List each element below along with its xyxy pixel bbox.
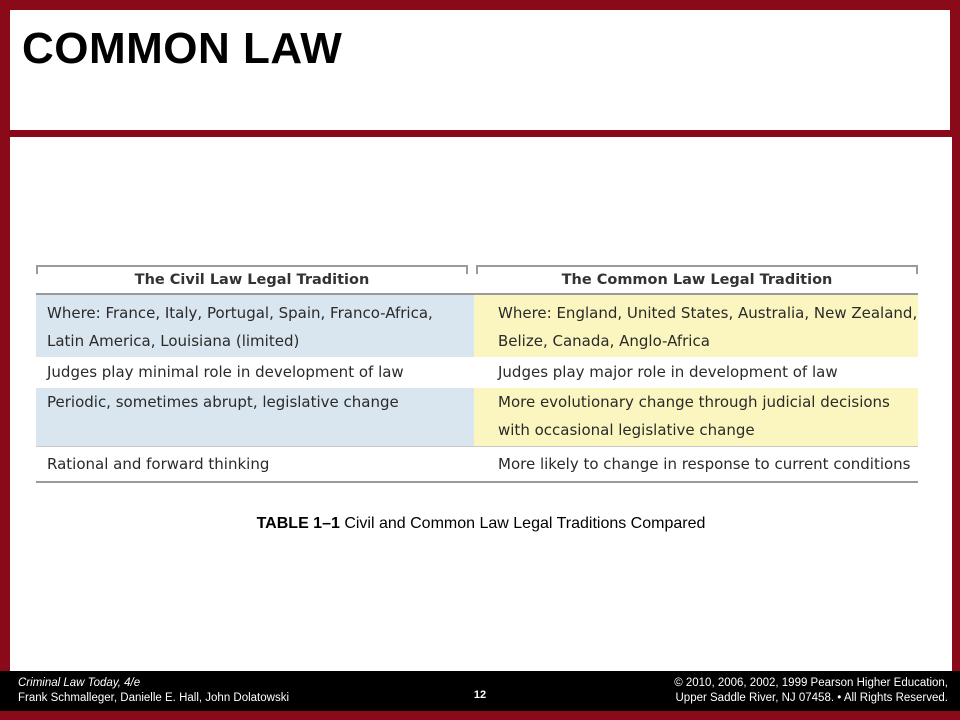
copyright-line-1: © 2010, 2006, 2002, 1999 Pearson Higher Education,	[674, 677, 948, 689]
cell-line: Where: England, United States, Australia, New Zealand,	[498, 304, 918, 322]
cell-line: Rational and forward thinking	[47, 455, 270, 473]
common-law-cell	[474, 447, 918, 481]
civil-law-cell	[36, 295, 474, 357]
page-number: 12	[473, 689, 487, 701]
common-law-cell	[474, 295, 918, 357]
table-header-row	[36, 265, 918, 293]
comparison-table	[36, 265, 918, 483]
bottom-border	[0, 711, 960, 720]
table-row	[36, 447, 918, 481]
caption-label: TABLE 1–1	[256, 515, 340, 532]
cell-line: Judges play major role in development of law	[498, 363, 838, 381]
book-title: Criminal Law Today, 4/e	[18, 677, 141, 689]
title-panel	[10, 10, 950, 130]
table-row	[36, 357, 918, 388]
common-law-cell	[474, 388, 918, 446]
copyright-line-2: Upper Saddle River, NJ 07458. • All Rights Reserved.	[675, 692, 948, 704]
cell-line: Periodic, sometimes abrupt, legislative change	[47, 393, 399, 411]
book-authors: Frank Schmalleger, Danielle E. Hall, John Dolatowski	[18, 692, 290, 704]
cell-line: More likely to change in response to current conditions	[498, 455, 911, 473]
table-bottom-rule	[36, 481, 918, 483]
cell-line: with occasional legislative change	[498, 421, 755, 439]
table-row	[36, 295, 918, 357]
cell-line: Where: France, Italy, Portugal, Spain, Franco-Africa,	[47, 304, 433, 322]
header-common-law: The Common Law Legal Tradition	[476, 265, 918, 291]
footer-copyright	[674, 676, 948, 706]
cell-line: Latin America, Louisiana (limited)	[47, 332, 300, 350]
slide-footer	[0, 671, 960, 711]
civil-law-cell	[36, 447, 474, 481]
caption-text: Civil and Common Law Legal Traditions Compared	[339, 515, 706, 532]
cell-line: Belize, Canada, Anglo-Africa	[498, 332, 710, 350]
common-law-cell	[474, 357, 918, 388]
header-civil-law: The Civil Law Legal Tradition	[36, 265, 468, 291]
cell-line: More evolutionary change through judicial decisions	[498, 393, 890, 411]
cell-line: Judges play minimal role in development of law	[47, 363, 404, 381]
table-row	[36, 388, 918, 446]
civil-law-cell	[36, 388, 474, 446]
slide-title: COMMON LAW	[22, 24, 343, 73]
civil-law-cell	[36, 357, 474, 388]
content-panel	[10, 137, 952, 671]
table-caption	[10, 515, 952, 533]
